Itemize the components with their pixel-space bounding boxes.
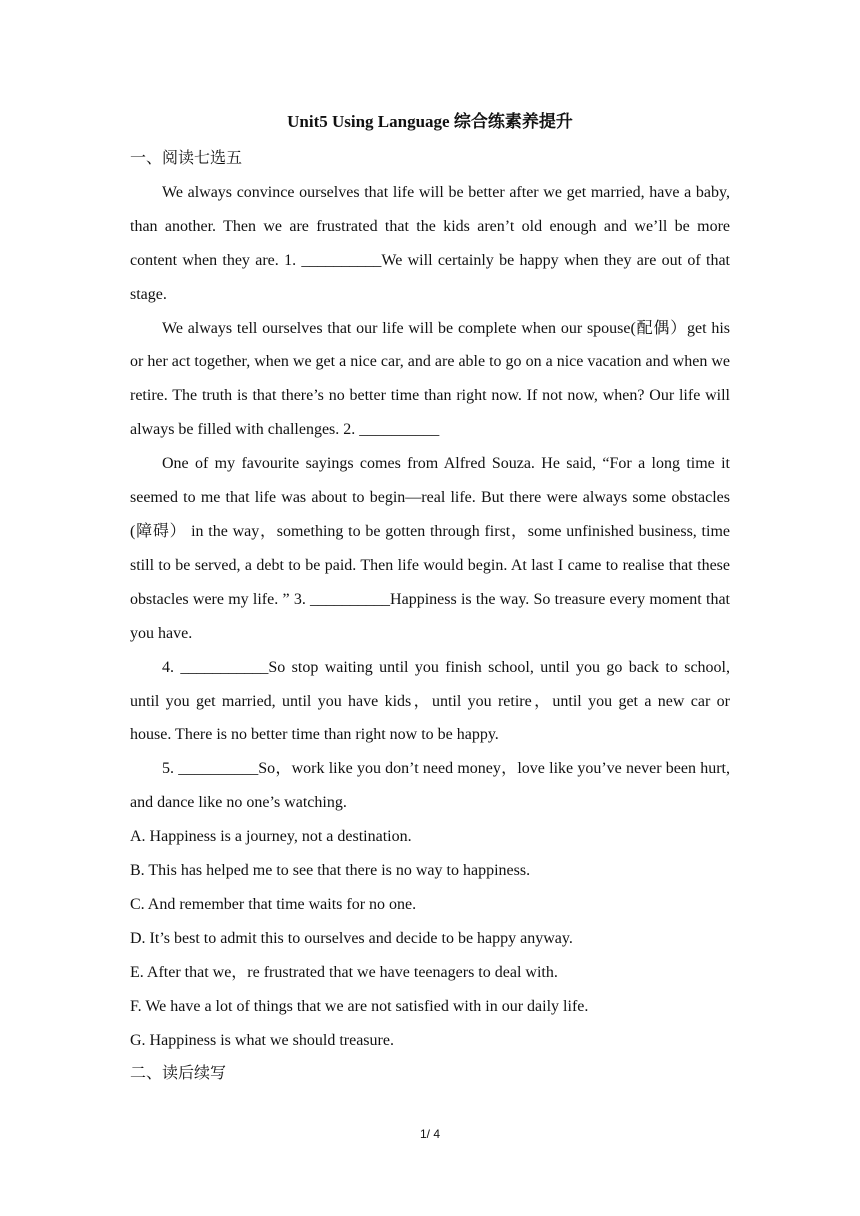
page-number: 1/ 4 [419,1127,440,1141]
document-body [130,142,730,1091]
answer-option-b: B. This has helped me to see that there is no way to happiness. [130,862,531,880]
answer-option-e: E. After that we，re frustrated that we have teenagers to deal with. [130,963,558,981]
document-title: Unit5 Using Language 综合练素养提升 [287,112,573,131]
section-heading-reading: 一、阅读七选五 [130,150,243,167]
passage-paragraph-3: One of my favourite sayings comes from Alfred Souza. He said, “For a long time it seemed to me that life was about to begin—real life. But there were always some obstacles (障碍） in the way，something to be gotten through first，some unfinished business, time still to be served, a debt to be paid. Then life would begin. At last I came to realise that these obstacles were my life. ” 3. __________Happiness is the way. So treasure every moment that you have. [130,455,730,642]
passage-paragraph-2: We always tell ourselves that our life will be complete when our spouse(配偶）get his or her act together, when we get a nice car, and are able to go on a nice vacation and when we retire. The truth is that there’s no better time than right now. If not now, when? Our life will always be filled with challenges. 2. __________ [130,319,730,439]
passage-paragraph-5: 5. __________So，work like you don’t need money，love like you’ve never been hurt, and dance like no one’s watching. [130,760,730,812]
answer-option-a: A. Happiness is a journey, not a destination. [130,828,412,846]
passage-paragraph-1: We always convince ourselves that life will be better after we get married, have a baby, than another. Then we are frustrated that the kids aren’t old enough and we’ll be more content when they are. 1. __________We will certainly be happy when they are out of that stage. [130,183,730,303]
answer-option-g: G. Happiness is what we should treasure. [130,1031,394,1049]
answer-option-c: C. And remember that time waits for no one. [130,895,417,913]
section-heading-continuation-writing: 二、读后续写 [130,1065,227,1083]
answer-option-d: D. It’s best to admit this to ourselves and decide to be happy anyway. [130,929,573,947]
passage-paragraph-4: 4. ___________So stop waiting until you finish school, until you go back to school, until you get married, until you have kids，until you retire，until you get a new car or house. There is no better time than right now to be happy. [130,658,730,744]
answer-option-f: F. We have a lot of things that we are not satisfied with in our daily life. [130,997,589,1015]
